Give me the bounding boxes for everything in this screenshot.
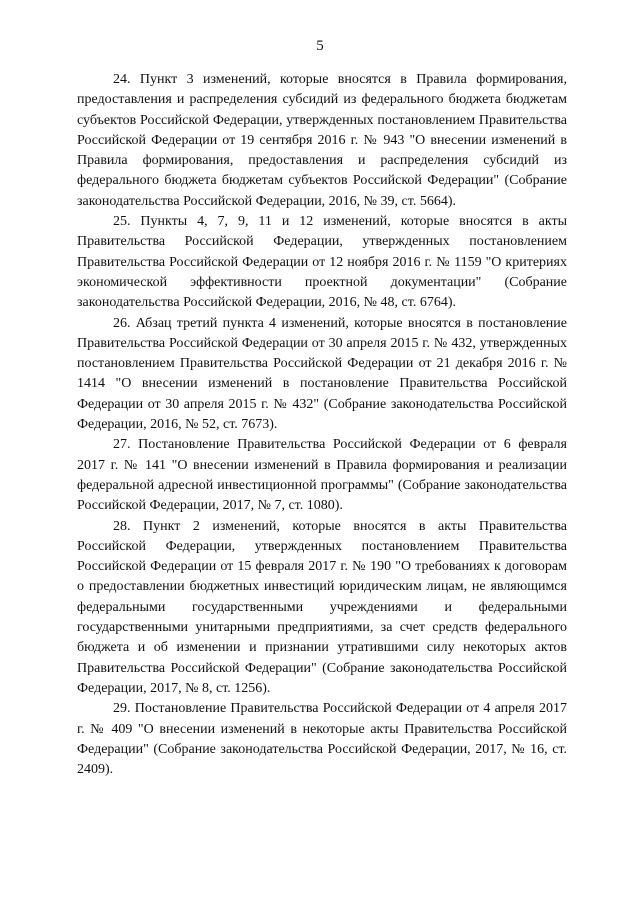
paragraph-26: 26. Абзац третий пункта 4 изменений, которые вносятся в постановление Правительства Российской Федерации от 30 апреля 2015 г. № 432, утвержденных постановлением Правительства Российской Федерации от 21 декабря 2016 г. № 1414 "О внесении изменений в постановление Правительства Российской Федерации от 30 апреля 2015 г. № 432" (Собрание законодательства Российской Федерации, 2016, № 52, ст. 7673). <box>77 315 567 433</box>
page-number: 5 <box>316 38 324 54</box>
paragraph-28: 28. Пункт 2 изменений, которые вносятся в акты Правительства Российской Федерации, утвержденных постановлением Правительства Российской Федерации от 15 февраля 2017 г. № 190 "О требованиях к договорам о предоставлении бюджетных инвестиций юридическим лицам, не являющимся федеральными государственными учреждениями и федеральными государственными унитарными предприятиями, за счет средств федерального бюджета и об изменении и признании утратившими силу некоторых актов Правительства Российской Федерации" (Собрание законодательства Российской Федерации, 2017, № 8, ст. 1256). <box>77 518 567 696</box>
paragraph-25: 25. Пункты 4, 7, 9, 11 и 12 изменений, которые вносятся в акты Правительства Российской Федерации, утвержденных постановлением Правительства Российской Федерации от 12 ноября 2016 г. № 1159 "О критериях экономической эффективности проектной документации" (Собрание законодательства Российской Федерации, 2016, № 48, ст. 6764). <box>77 214 567 311</box>
paragraph-24: 24. Пункт 3 изменений, которые вносятся в Правила формирования, предоставления и распределения субсидий из федерального бюджета бюджетам субъектов Российской Федерации, утвержденных постановлением Правительства Российской Федерации от 19 сентября 2016 г. № 943 "О внесении изменений в Правила формирования, предоставления и распределения субсидий из федерального бюджета бюджетам субъектов Российской Федерации" (Собрание законодательства Российской Федерации, 2016, № 39, ст. 5664). <box>77 72 567 209</box>
document-body <box>77 70 567 780</box>
paragraph-29: 29. Постановление Правительства Российской Федерации от 4 апреля 2017 г. № 409 "О внесении изменений в некоторые акты Правительства Российской Федерации" (Собрание законодательства Российской Федерации, 2017, № 16, ст. 2409). <box>77 701 567 778</box>
paragraph-27: 27. Постановление Правительства Российской Федерации от 6 февраля 2017 г. № 141 "О внесении изменений в Правила формирования и реализации федеральной адресной инвестиционной программы" (Собрание законодательства Российской Федерации, 2017, № 7, ст. 1080). <box>77 437 567 514</box>
